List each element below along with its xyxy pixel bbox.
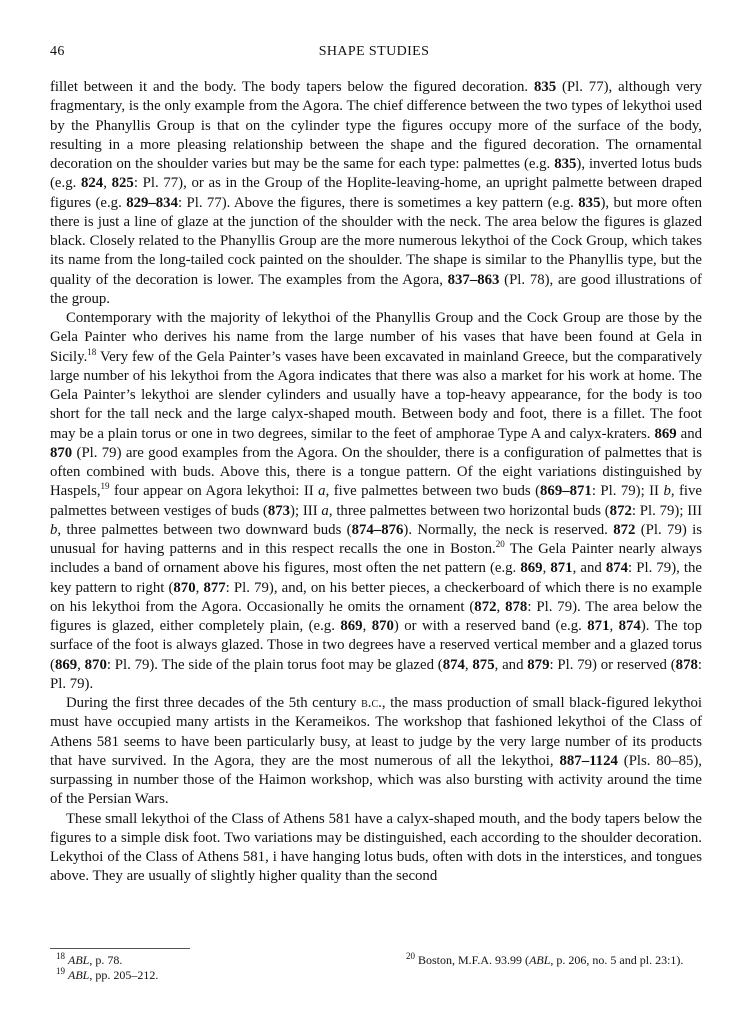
text-run: ), inverted lotus buds (e.g. <box>50 156 702 192</box>
footnote-20 <box>406 952 683 968</box>
text-run: , three palmettes between two downward buds ( <box>57 521 352 538</box>
text-run: : Pl. 79). <box>50 656 702 692</box>
page-number: 46 <box>50 44 65 59</box>
text-run: , five palmettes between vestiges of buds ( <box>50 483 702 519</box>
text-run: , five palmettes between two buds ( <box>325 483 541 500</box>
text-run: ). The top surface of the foot is always glazed. Those in two degrees have a reserved vertical member and a glazed torus ( <box>50 618 702 673</box>
text-run: Boston, M.F.A. 93.99 ( <box>415 953 530 967</box>
footnote-marker: 19 <box>100 481 110 492</box>
text-run: : Pl. 77). Above the figures, there is sometimes a key pattern (e.g. <box>177 194 579 211</box>
text-run: and <box>676 425 702 442</box>
text-run: fillet between it and the body. The body tapers below the figured decoration. <box>50 79 534 95</box>
catalogue-ref: 879 <box>527 656 550 673</box>
text-run: , p. 206, no. 5 and pl. 23:1). <box>550 953 684 967</box>
catalogue-ref: 873 <box>267 502 291 519</box>
catalogue-ref: 878 <box>675 656 698 673</box>
italic-text: ABL <box>68 953 90 967</box>
text-run: These small lekythoi of the Class of Athens 581 have a calyx-shaped mouth, and the body tapers below the figures to a simple disk foot. Two variations may be distinguished, each according to the shoulder decoration. Lekythoi of the Class of Athens 581, i have hanging lotus buds, often with dots in the interstices, and tongues above. They are usually of slightly higher quality than the second <box>50 810 702 885</box>
running-head: SHAPE STUDIES <box>318 44 430 59</box>
italic-text: b <box>663 483 671 500</box>
text-run: ). Normally, the neck is reserved. <box>403 521 614 538</box>
catalogue-ref: 870 <box>50 444 73 461</box>
footnote-marker: 18 <box>87 346 97 357</box>
paragraph <box>50 309 702 694</box>
catalogue-ref: 837–863 <box>447 271 500 288</box>
text-run: During the first three decades of the 5th century <box>66 695 362 711</box>
footnote-18 <box>56 952 122 968</box>
text-run: , <box>103 175 112 192</box>
catalogue-ref: 872 <box>474 598 497 615</box>
page-header <box>0 44 748 64</box>
text-run: , and <box>494 656 528 673</box>
catalogue-ref: 835 <box>554 156 577 172</box>
catalogue-ref: 835 <box>533 79 557 95</box>
catalogue-ref: 870 <box>84 656 107 673</box>
catalogue-ref: 872 <box>613 521 636 538</box>
text-run: , <box>609 618 619 634</box>
text-run: , <box>77 656 85 673</box>
text-run: (Pl. 78), are good illustrations of the group. <box>50 271 702 307</box>
footnote-marker: 20 <box>406 951 415 961</box>
catalogue-ref: 874 <box>605 560 629 577</box>
catalogue-ref: 872 <box>609 502 632 519</box>
text-run: (Pls. 80–85), surpassing in number those of the Haimon workshop, which was also bursting with activity around the time of the Persian Wars. <box>50 752 702 808</box>
catalogue-ref: 877 <box>203 579 226 596</box>
text-run: : Pl. 79). The area below the figures is glazed, either completely plain, (e.g. <box>50 598 702 634</box>
catalogue-ref: 835 <box>578 194 601 211</box>
text-run: Very few of the Gela Painter’s vases have been excavated in mainland Greece, but the comparatively large number of his lekythoi from the Agora indicates that there was also a market for his work at home. The Gela Painter’s lekythoi are slender cylinders and usually have a top-heavy appearance, for the body is too short for the tall neck and the large calyx-shaped mouth. Between body and foot, there is a fillet. The foot may be a plain torus or one in two degrees, similar to the feet of amphorae Type A and calyx-kraters. <box>50 348 702 442</box>
small-caps-text: b.c. <box>361 695 382 711</box>
catalogue-ref: 869 <box>520 560 543 577</box>
catalogue-ref: 870 <box>371 618 394 634</box>
italic-text: a <box>318 483 326 500</box>
text-run: , three palmettes between two horizontal buds ( <box>328 502 610 519</box>
text-run: ); III <box>290 502 322 519</box>
italic-text: ABL <box>68 968 90 982</box>
catalogue-ref: 874–876 <box>351 521 404 538</box>
text-run: , <box>496 598 506 615</box>
catalogue-ref: 870 <box>173 579 196 596</box>
catalogue-ref: 887–1124 <box>559 752 618 769</box>
paragraph <box>50 78 702 309</box>
catalogue-ref: 875 <box>472 656 495 673</box>
paragraph <box>50 810 702 887</box>
catalogue-ref: 869 <box>340 618 363 634</box>
catalogue-ref: 869–871 <box>540 483 592 500</box>
text-run: , pp. 205–212. <box>89 968 159 982</box>
text-run: , <box>362 618 372 634</box>
paragraph <box>50 694 702 810</box>
text-run: ) or with a reserved band (e.g. <box>393 618 588 634</box>
catalogue-ref: 871 <box>587 618 610 634</box>
text-run: (Pl. 77), although very fragmentary, is the only example from the Agora. The chief difference between the two types of lekythoi used by the Phanyllis Group is that on the cylinder type the figures occupy more of the surface of the body, resulting in a more pleasing relationship between the shape and the figured decoration. The ornamental decoration on the shoulder varies but may be the same for each type: palmettes (e.g. <box>50 79 702 172</box>
catalogue-ref: 874 <box>442 656 465 673</box>
catalogue-ref: 829–834 <box>126 194 178 211</box>
catalogue-ref: 869 <box>654 425 677 442</box>
text-run: : Pl. 79), the key pattern to right ( <box>50 560 703 596</box>
text-run: four appear on Agora lekythoi: II <box>109 483 319 500</box>
text-run: , <box>464 656 473 673</box>
text-run: : Pl. 77), or as in the Group of the Hoplite-leaving-home, an upright palmette between draped figures (e.g. <box>50 175 702 211</box>
italic-text: ABL <box>529 953 551 967</box>
text-run: : Pl. 79). The side of the plain torus foot may be glazed ( <box>106 656 443 673</box>
text-run: ), but more often there is just a line of glaze at the junction of the shoulder with the neck. The area below the figures is glazed black. Closely related to the Phanyllis Group are the more numerous lekythoi of the Cock Group, which takes its name from the long-tailed cock painted on the shoulder. The shape is similar to the Phanyllis type, but the quality of the decoration is lower. The examples from the Agora, <box>50 194 703 288</box>
text-run: : Pl. 79) or reserved ( <box>549 656 676 673</box>
body-text <box>50 78 702 887</box>
catalogue-ref: 878 <box>505 598 528 615</box>
text-run: , p. 78. <box>89 953 123 967</box>
text-run: : Pl. 79); III <box>631 502 703 519</box>
footnote-marker: 19 <box>56 966 65 976</box>
text-run: : Pl. 79); II <box>591 483 664 500</box>
text-run: Contemporary with the majority of lekythoi of the Phanyllis Group and the Cock Group are those by the Gela Painter who derives his name from the large number of his vases that have been found at Gela in Sicily. <box>50 310 702 365</box>
catalogue-ref: 871 <box>550 560 573 577</box>
text-run: The Gela Painter nearly always includes a band of ornament above his figures, most often the net pattern (e.g. <box>50 541 702 577</box>
footnote-divider <box>50 948 190 949</box>
text-run: , <box>195 579 204 596</box>
catalogue-ref: 869 <box>54 656 78 673</box>
italic-text: b <box>50 521 58 538</box>
footnote-marker: 18 <box>56 951 65 961</box>
italic-text: a <box>321 502 329 519</box>
catalogue-ref: 825 <box>111 175 134 192</box>
footnote-19 <box>56 967 158 983</box>
footnote-marker: 20 <box>495 539 505 550</box>
text-run: , <box>542 560 551 577</box>
text-run: (Pl. 79) are good examples from the Agora. On the shoulder, there is a configuration of palmettes that is often combined with buds. Above this, there is a tongue pattern. Of the eight variations distinguished by Haspels, <box>50 444 702 500</box>
text-run: , and <box>572 560 606 577</box>
catalogue-ref: 824 <box>81 175 104 192</box>
text-run: : Pl. 79), and, on his better pieces, a checkerboard of which there is no example on his lekythoi from the Agora. Occasionally he omits the ornament ( <box>50 579 702 615</box>
catalogue-ref: 874 <box>618 618 641 634</box>
text-run: , the mass production of small black-figured lekythoi must have occupied many artists in the Kerameikos. The workshop that fashioned lekythoi of the Class of Athens 581 seems to have been particularly busy, at least to judge by the very large number of its products that have survived. In the Agora, they are the most numerous of all the lekythoi, <box>50 695 703 769</box>
text-run: (Pl. 79) is unusual for having patterns and in this respect recalls the one in Boston. <box>50 521 702 557</box>
